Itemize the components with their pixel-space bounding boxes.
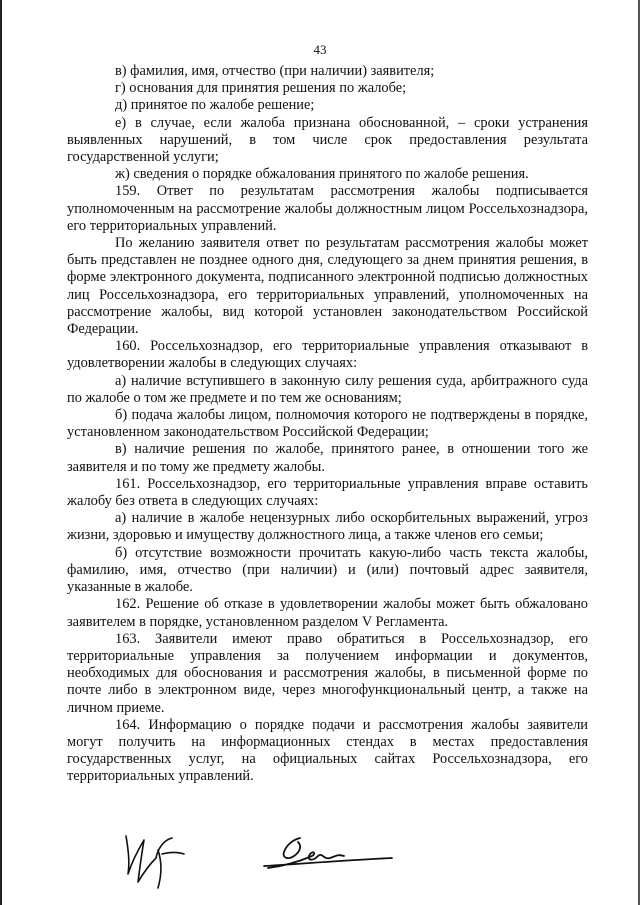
paragraph-161-a: а) наличие в жалобе нецензурных либо оскорбительных выражений, угроз жизни, здоровью и имуществу должностного лица, а также членов его семьи; [67, 510, 588, 544]
paragraph-160-a: а) наличие вступившего в законную силу решения суда, арбитражного суда по жалобе о том же предмете и по тем же основаниям; [67, 372, 588, 406]
paragraph-159: 159. Ответ по результатам рассмотрения жалобы подписывается уполномоченным на рассмотрение жалобы должностным лицом Россельхознадзора, его территориальных управлений. [67, 183, 588, 234]
paragraph-item-g: г) основания для принятия решения по жалобе; [115, 80, 407, 97]
paragraph-162: 162. Решение об отказе в удовлетворении жалобы может быть обжаловано заявителем в порядке, установленном разделом V Регламента. [67, 596, 588, 630]
initials-signature [118, 828, 204, 894]
handwritten-signature [258, 832, 398, 878]
page-number: 43 [313, 42, 327, 57]
paragraph-160-v: в) наличие решения по жалобе, принятого ранее, в отношении того же заявителя и по тому же предмету жалобы. [67, 441, 588, 475]
paragraph-item-v: в) фамилия, имя, отчество (при наличии) заявителя; [115, 63, 435, 79]
paragraph-item-zh: ж) сведения о порядке обжалования принятого по жалобе решения. [115, 166, 529, 183]
paragraph-164: 164. Информацию о порядке подачи и рассмотрения жалобы заявители могут получить на информационных стендах в местах предоставления государственных услуг, на официальных сайтах Россельхознадзора, его территориальных управлений. [67, 716, 588, 785]
paragraph-159-electronic: По желанию заявителя ответ по результатам рассмотрения жалобы может быть представлен не позднее одного дня, следующего за днем принятия решения, в форме электронного документа, подписанного электронной подписью должностных лиц Россельхознадзора, его территориальных управлений, уполномоченных на рассмотрение жалобы, вид которой установлен законодательством Российской Федерации. [67, 235, 588, 338]
paragraph-item-d: д) принятое по жалобе решение; [115, 97, 315, 114]
paragraph-161-b: б) отсутствие возможности прочитать какую-либо часть текста жалобы, фамилию, имя, отчество (при наличии) и (или) почтовый адрес заявителя, указанные в жалобе. [67, 544, 588, 596]
paragraph-161: 161. Россельхознадзор, его территориальные управления вправе оставить жалобу без ответа в следующих случаях: [67, 475, 588, 510]
paragraph-160: 160. Россельхознадзор, его территориальные управления отказывают в удовлетворении жалобы в следующих случаях: [67, 338, 588, 372]
paragraph-163: 163. Заявители имеют право обратиться в Россельхознадзор, его территориальные управления за получением информации и документов, необходимых для обоснования и рассмотрения жалобы, в письменной форме по почте либо в электронном виде, через многофункциональный центр, а также на личном приеме. [67, 630, 588, 716]
paragraph-160-b: б) подача жалобы лицом, полномочия которого не подтверждены в порядке, установленном законодательством Российской Федерации; [67, 407, 588, 441]
paragraph-item-e: е) в случае, если жалоба признана обоснованной, – сроки устранения выявленных нарушений, в том числе срок предоставления результата государственной услуги; [67, 114, 588, 166]
document-body [67, 63, 588, 786]
